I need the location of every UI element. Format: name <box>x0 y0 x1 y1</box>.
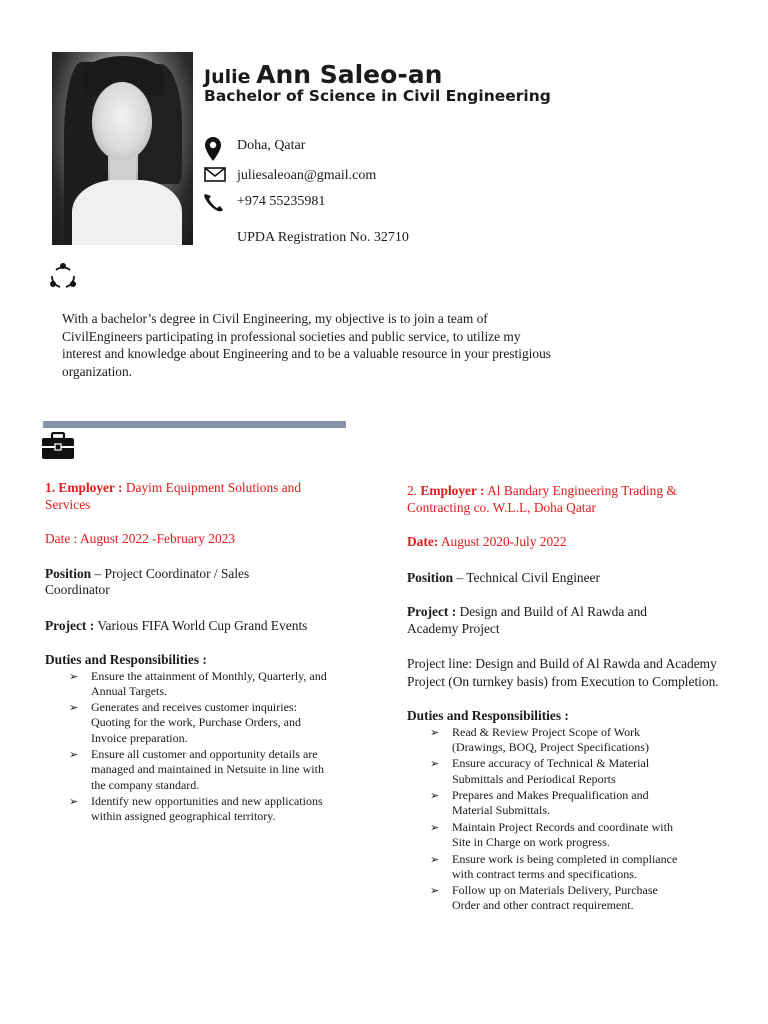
job-1-section <box>45 480 345 826</box>
first-name: Julie <box>204 66 251 88</box>
degree-title: Bachelor of Science in Civil Engineering <box>204 87 551 105</box>
briefcase-icon <box>41 432 75 460</box>
job-2-project: Project : Design and Build of Al Rawda and Academy Project <box>407 604 648 636</box>
job-2-duties-list <box>430 725 688 914</box>
job-1-employer: 1. Employer : Dayim Equipment Solutions and Services <box>45 480 302 512</box>
job-1-duties-list <box>69 669 327 825</box>
job-1-date: Date : August 2022 -February 2023 <box>45 531 236 546</box>
job-2-project-line: Project line: Design and Build of Al Rawda and Academy Project (On turnkey basis) from Execution to Completion. <box>407 656 719 689</box>
list-item: ➢ Ensure work is being completed in compliance with contract terms and specifications. <box>430 851 678 881</box>
job-1-duties-heading: Duties and Responsibilities : <box>45 652 207 667</box>
list-item: ➢ Ensure accuracy of Technical & Material Submittals and Periodical Reports <box>430 756 650 786</box>
list-item: ➢ Identify new opportunities and new applications within assigned geographical territory. <box>69 794 323 824</box>
job-2-section <box>407 483 722 915</box>
list-item: ➢ Follow up on Materials Delivery, Purchase Order and other contract requirement. <box>430 883 658 913</box>
list-item: ➢ Maintain Project Records and coordinate with Site in Charge on work progress. <box>430 819 673 849</box>
envelope-icon <box>204 167 226 182</box>
registration-text: UPDA Registration No. 32710 <box>237 230 409 245</box>
list-item: ➢ Ensure all customer and opportunity details are managed and maintained in Netsuite in line with the company standard. <box>69 747 324 792</box>
list-item: ➢ Ensure the attainment of Monthly, Quarterly, and Annual Targets. <box>69 668 327 698</box>
job-2-date: Date: August 2020-July 2022 <box>407 534 567 549</box>
job-2-duties-heading: Duties and Responsibilities : <box>407 708 569 724</box>
section-divider <box>43 421 346 428</box>
map-pin-icon <box>205 137 221 161</box>
profile-photo <box>52 52 193 245</box>
job-2-employer: 2. Employer : Al Bandary Engineering Trading & Contracting co. W.L.L, Doha Qatar <box>407 483 677 515</box>
phone-icon <box>203 191 225 213</box>
job-2-position: Position – Technical Civil Engineer <box>407 569 600 585</box>
location-text: Doha, Qatar <box>237 138 306 153</box>
email-text: juliesaleoan@gmail.com <box>237 168 377 183</box>
list-item: ➢ Prepares and Makes Prequalification and Material Submittals. <box>430 788 649 818</box>
job-1-project: Project : Various FIFA World Cup Grand Events <box>45 617 308 633</box>
last-name: Ann Saleo-an <box>256 60 443 89</box>
objective-paragraph: With a bachelor’s degree in Civil Engineering, my objective is to join a team of CivilEngineers participating in professional societies and public service, to utilize my interest and knowledge about Engineering and to be a valuable resource in your prestigious organization. <box>62 311 551 379</box>
list-item: ➢ Generates and receives customer inquiries: Quoting for the work, Purchase Orders, and Invoice preparation. <box>69 700 301 745</box>
share-cycle-icon <box>48 262 78 290</box>
job-1-position: Position – Project Coordinator / Sales Coordinator <box>45 565 250 597</box>
list-item: ➢ Read & Review Project Scope of Work (Drawings, BOQ, Project Specifications) <box>430 724 649 754</box>
phone-text: +974 55235981 <box>237 194 326 209</box>
